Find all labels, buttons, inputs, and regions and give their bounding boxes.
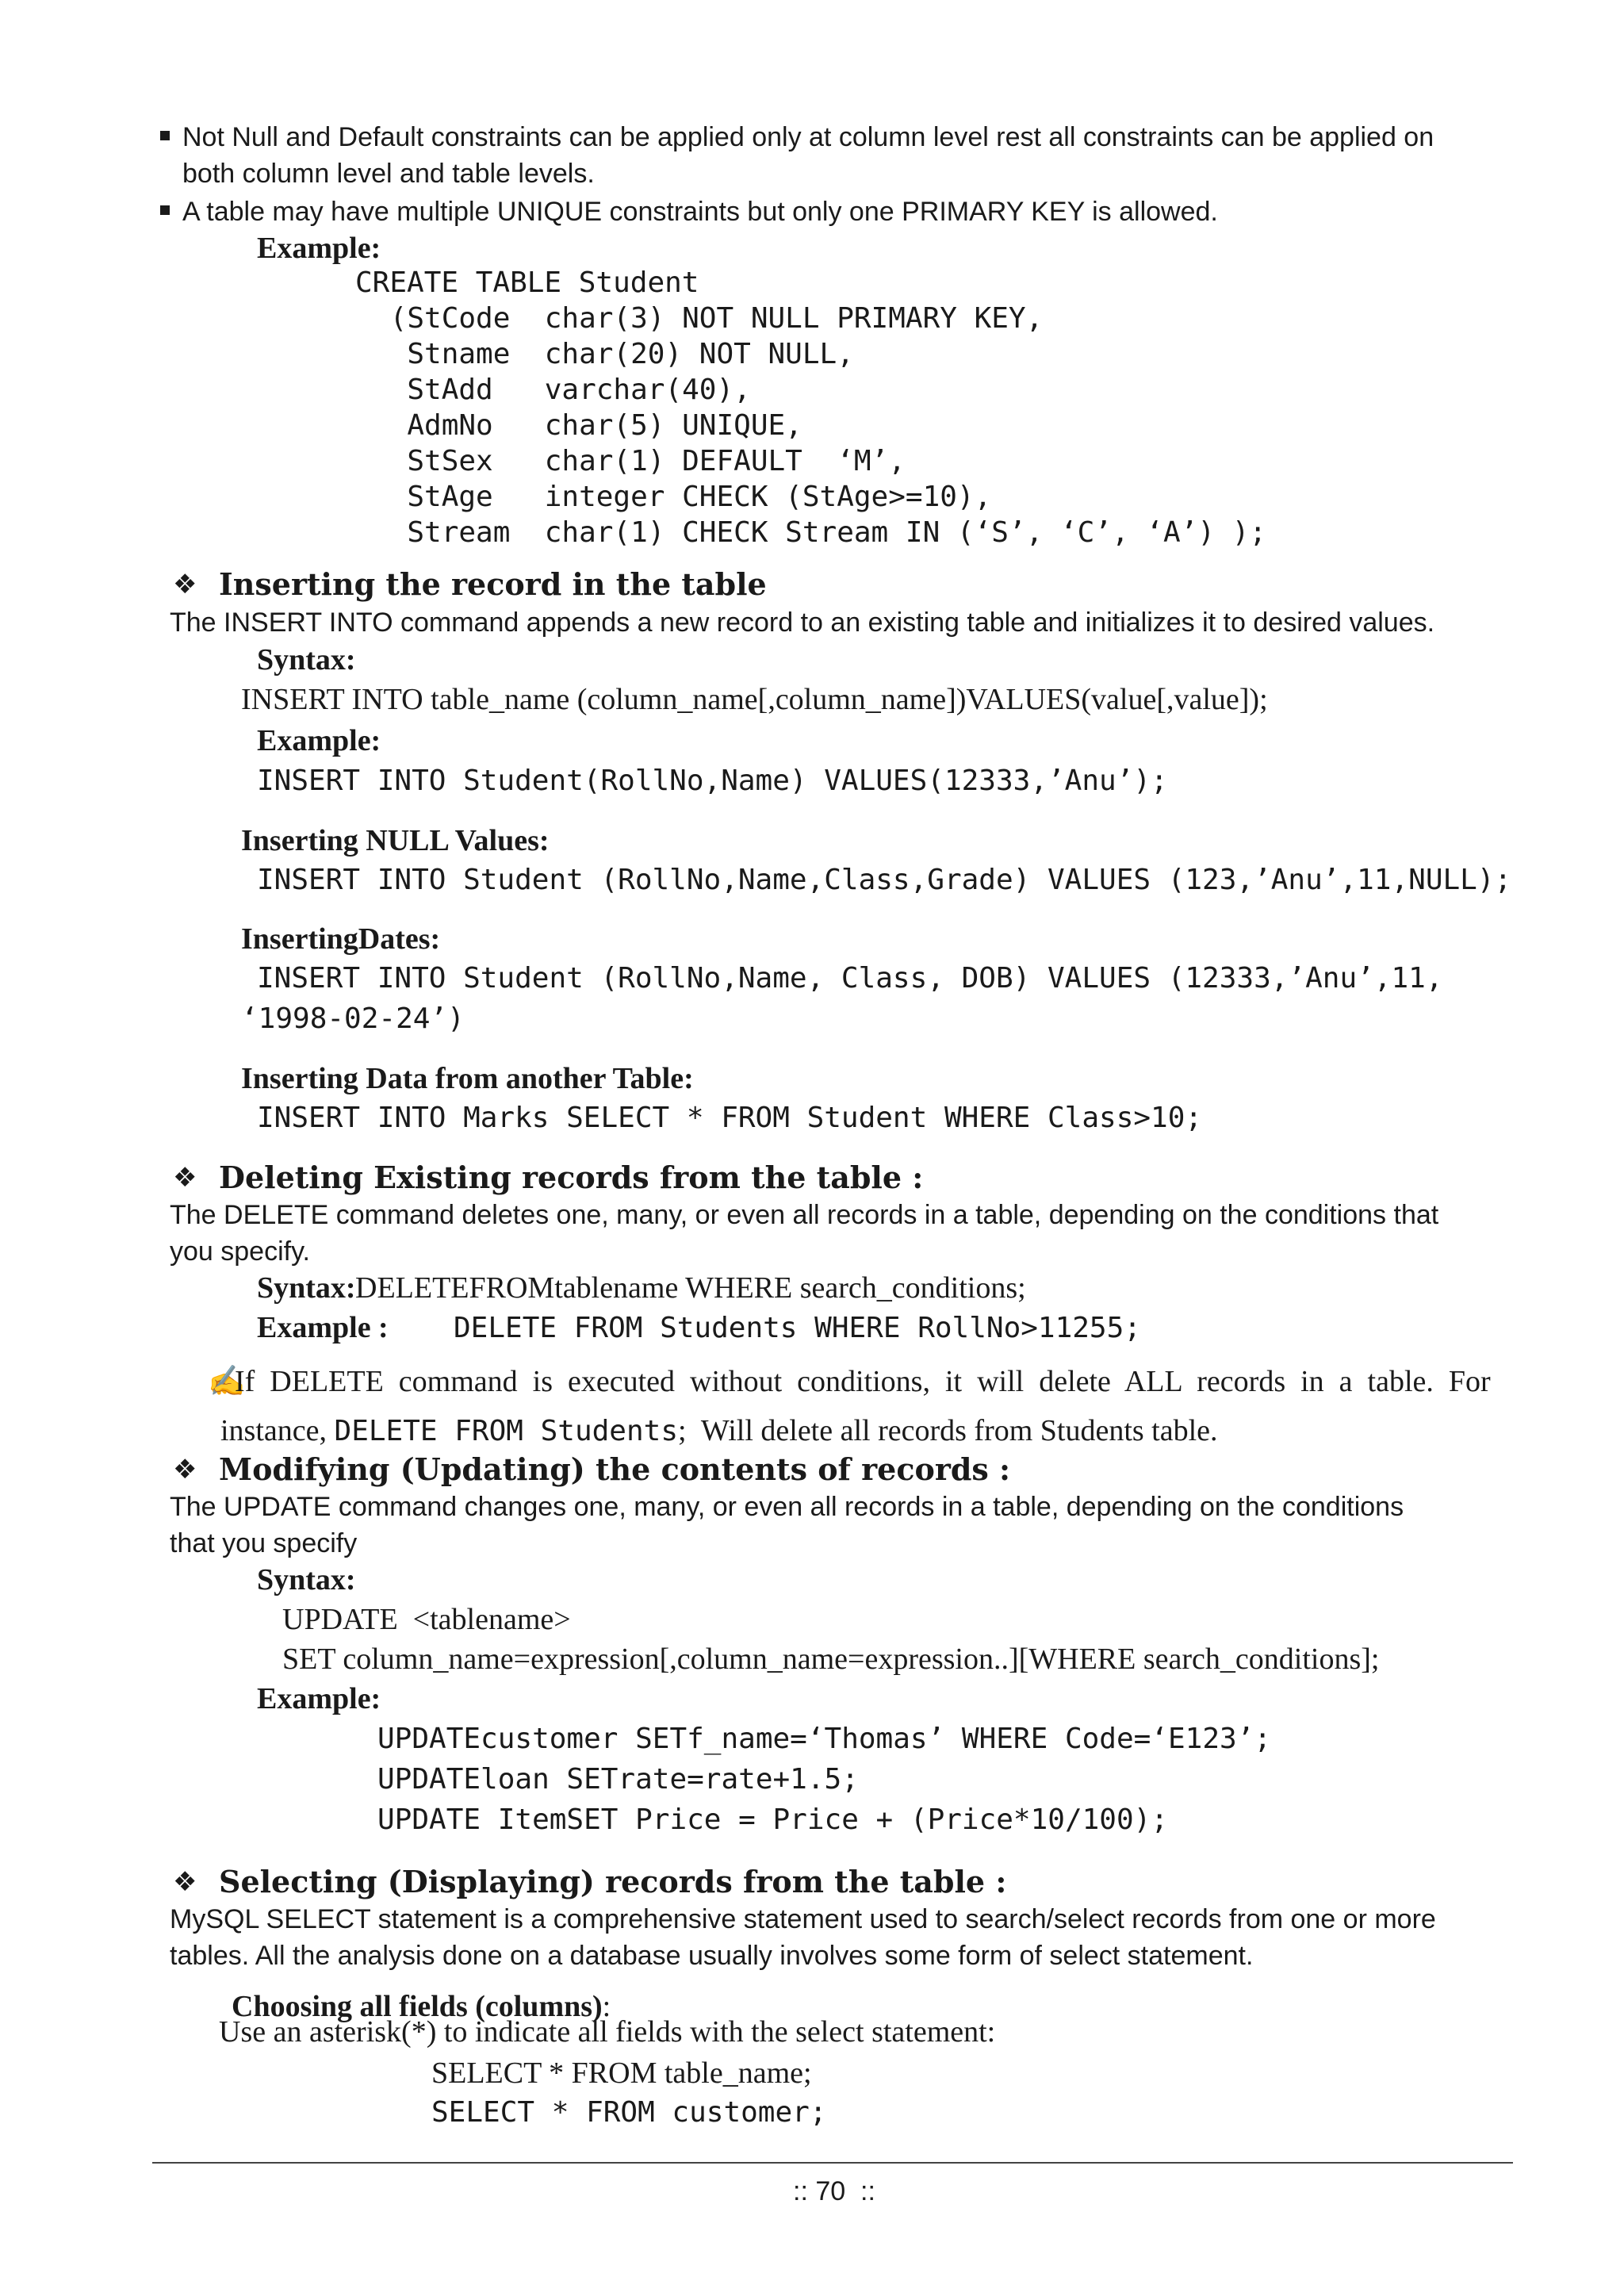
subheading-colon: :	[602, 1990, 611, 2023]
syntax-label: Syntax:	[257, 1563, 356, 1596]
code-line: StAge integer CHECK (StAge>=10),	[373, 481, 992, 513]
delete-note: If DELETE command is executed without conditions, it will delete ALL records in a table. For	[235, 1365, 1491, 1398]
example-label: Example:	[257, 232, 381, 265]
delete-note-code: DELETE FROM Students	[334, 1415, 678, 1447]
delete-note-text: instance,	[220, 1414, 335, 1447]
select-description: tables. All the analysis done on a database usually involves some form of select statement.	[170, 1941, 1254, 1971]
inserting-null-label: Inserting NULL Values:	[241, 824, 550, 857]
update-syntax: SET column_name=expression[,column_name=expression..][WHERE search_conditions];	[282, 1642, 1380, 1676]
inserting-another-table-code: INSERT INTO Marks SELECT * FROM Student WHERE Class>10;	[257, 1102, 1203, 1134]
update-description: that you specify	[170, 1528, 358, 1558]
diamond-bullet-icon: ❖	[173, 1866, 197, 1898]
insert-syntax: INSERT INTO table_name (column_name[,column_name])VALUES(value[,value]);	[241, 683, 1268, 716]
update-example-code: UPDATEloan SETrate=rate+1.5;	[377, 1763, 859, 1796]
bullet-square-icon	[160, 131, 170, 140]
delete-syntax: DELETEFROMtablename WHERE search_conditions;	[355, 1271, 1026, 1305]
update-description: The UPDATE command changes one, many, or even all records in a table, depending on the conditions	[170, 1492, 1404, 1522]
syntax-label: Syntax:	[257, 643, 356, 677]
code-line: (StCode char(3) NOT NULL PRIMARY KEY,	[373, 302, 1044, 335]
select-example-code: SELECT * FROM customer;	[431, 2096, 827, 2129]
update-example-code: UPDATE ItemSET Price = Price + (Price*10/100);	[377, 1803, 1168, 1836]
diamond-bullet-icon: ❖	[173, 1454, 197, 1485]
inserting-dates-label: InsertingDates:	[241, 922, 441, 956]
insert-description: The INSERT INTO command appends a new record to an existing table and initializes it to desired values.	[170, 608, 1435, 638]
select-description: MySQL SELECT statement is a comprehensive statement used to search/select records from one or more	[170, 1904, 1436, 1934]
example-label: Example:	[257, 1682, 381, 1715]
select-syntax-code: SELECT * FROM table_name;	[431, 2056, 812, 2090]
select-sub-description: Use an asterisk(*) to indicate all fields with the select statement:	[219, 2015, 996, 2049]
insert-example-code: INSERT INTO Student(RollNo,Name) VALUES(12333,’Anu’);	[257, 765, 1168, 797]
delete-note-text: ; Will delete all records from Students table.	[678, 1414, 1218, 1447]
choosing-all-fields-label: Choosing all fields (columns)	[232, 1990, 603, 2023]
update-syntax: UPDATE <tablename>	[282, 1603, 571, 1636]
inserting-another-table-label: Inserting Data from another Table:	[241, 1062, 694, 1095]
code-line: Stream char(1) CHECK Stream IN (‘S’, ‘C’, ‘A’) );	[373, 516, 1267, 549]
footer-rule	[152, 2162, 1513, 2164]
code-line: CREATE TABLE Student	[355, 266, 699, 299]
code-line: Stname char(20) NOT NULL,	[373, 338, 854, 370]
syntax-label: Syntax:	[257, 1271, 356, 1305]
inserting-dates-code: INSERT INTO Student (RollNo,Name, Class, DOB) VALUES (12333,’Anu’,11,	[257, 962, 1443, 995]
section-heading-update: Modifying (Updating) the contents of records :	[219, 1451, 1011, 1487]
delete-example-code: DELETE FROM Students WHERE RollNo>11255;	[454, 1312, 1141, 1344]
diamond-bullet-icon: ❖	[173, 569, 197, 600]
delete-description: The DELETE command deletes one, many, or even all records in a table, depending on the conditions that	[170, 1200, 1439, 1230]
code-line: AdmNo char(5) UNIQUE,	[373, 409, 802, 442]
code-line: StSex char(1) DEFAULT ‘M’,	[373, 445, 906, 477]
section-heading-insert: Inserting the record in the table	[219, 566, 767, 602]
page-number: :: 70 ::	[793, 2176, 875, 2206]
inserting-null-code: INSERT INTO Student (RollNo,Name,Class,Grade) VALUES (123,’Anu’,11,NULL);	[257, 864, 1512, 896]
code-line: StAdd varchar(40),	[373, 374, 751, 406]
inserting-dates-code: ‘1998-02-24’)	[241, 1002, 465, 1035]
section-heading-select: Selecting (Displaying) records from the table :	[219, 1864, 1007, 1899]
bullet-text-line: Not Null and Default constraints can be applied only at column level rest all constraints can be applied on	[182, 122, 1434, 152]
example-label: Example:	[257, 724, 381, 757]
update-example-code: UPDATEcustomer SETf_name=‘Thomas’ WHERE Code=‘E123’;	[377, 1723, 1272, 1755]
delete-description: you specify.	[170, 1236, 311, 1267]
writing-hand-icon: ✍	[208, 1365, 246, 1398]
diamond-bullet-icon: ❖	[173, 1162, 197, 1194]
bullet-square-icon	[160, 205, 170, 215]
example-label: Example :	[257, 1311, 389, 1344]
section-heading-delete: Deleting Existing records from the table :	[219, 1159, 924, 1195]
bullet-text-line: A table may have multiple UNIQUE constraints but only one PRIMARY KEY is allowed.	[182, 197, 1218, 227]
bullet-text-line: both column level and table levels.	[182, 159, 595, 189]
